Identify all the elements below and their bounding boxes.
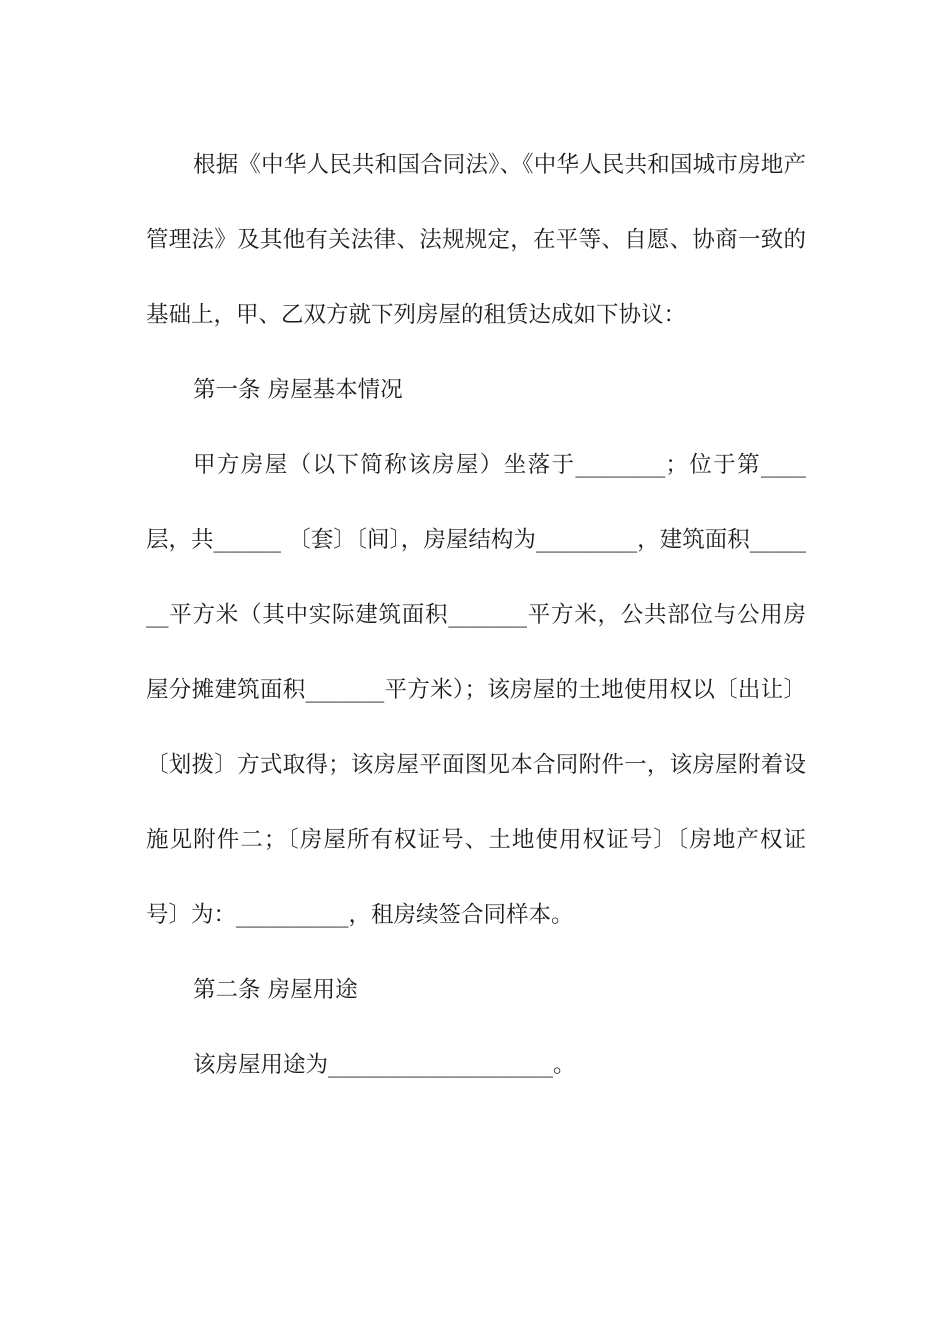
intro-paragraph: 根据《中华人民共和国合同法》、《中华人民共和国城市房地产管理法》及其他有关法律、法规规定，在平等、自愿、协商一致的基础上，甲、乙双方就下列房屋的租赁达成如下协议： [146,152,806,328]
article-2-heading: 第二条 房屋用途 [193,977,358,1003]
article-1-heading: 第一条 房屋基本情况 [193,377,403,403]
article-1-paragraph: 甲方房屋（以下简称该房屋）坐落于________；位于第____层，共______ 〔套〕〔间〕，房屋结构为_________，建筑面积_______平方米（其中实际建筑面积_______平方米，公共部位与公用房屋分摊建筑面积_______平方米）；该房屋的土地使用权以〔出让〕〔划拨〕方式取得；该房屋平面图见本合同附件一，该房屋附着设施见附件二；〔房屋所有权证号、土地使用权证号〕〔房地产权证号〕为：__________，租房续签合同样本。 [146,452,806,928]
article-2-paragraph: 该房屋用途为____________________。 [193,1052,576,1078]
document-body [146,128,806,1103]
